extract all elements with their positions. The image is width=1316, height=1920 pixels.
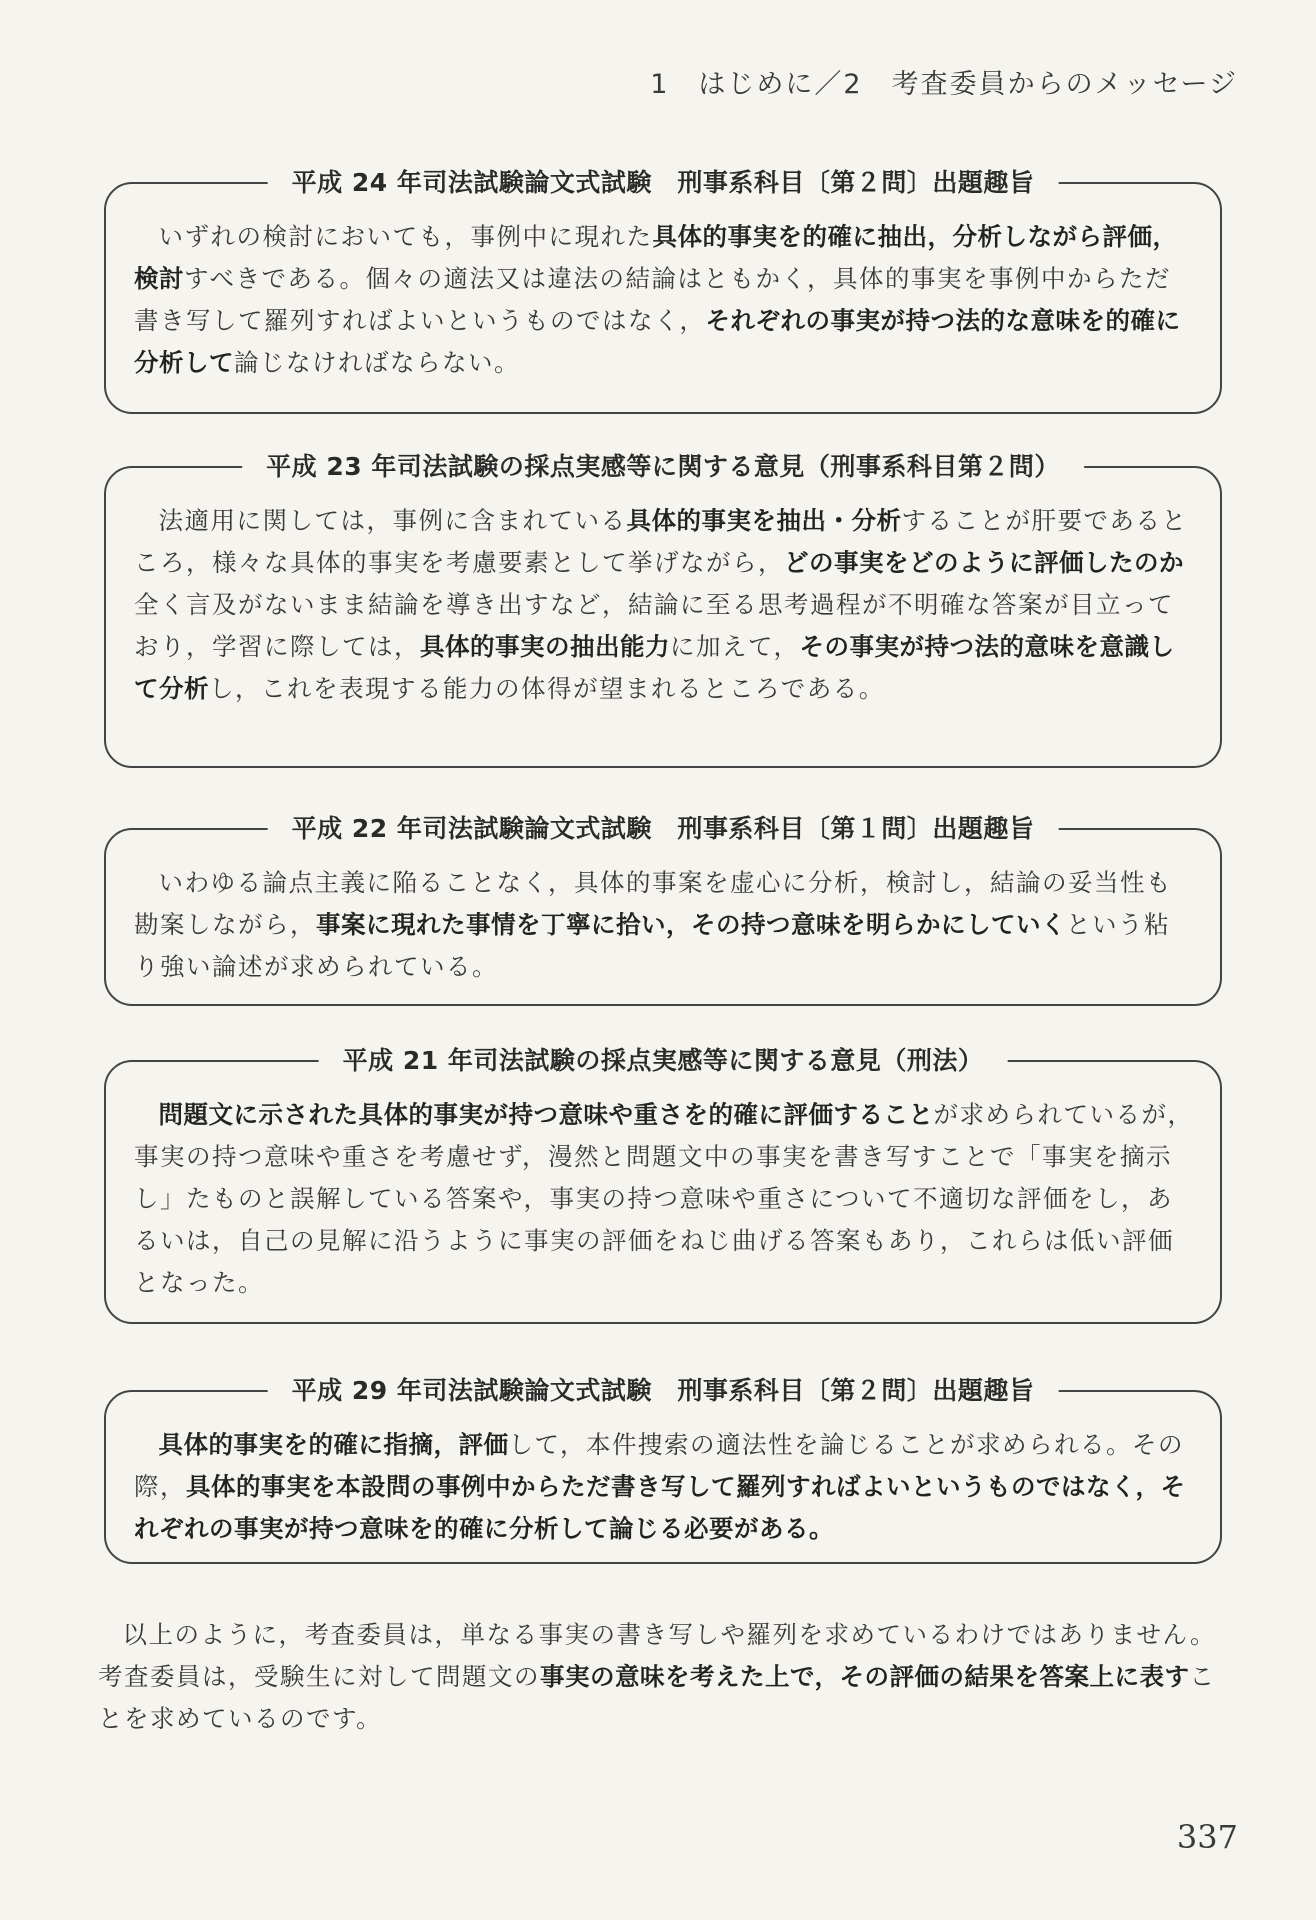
text-segment: 法適用に関しては，事例に含まれている bbox=[158, 506, 627, 535]
quote-box-title: 平成 23 年司法試験の採点実感等に関する意見（刑事系科目第２問） bbox=[242, 447, 1084, 483]
text-segment: すべきである。個々の適法又は違法の結論はともかく，具体的事実を事例中からただ書き写して羅列すればよいというものではなく， bbox=[134, 264, 1172, 335]
emphasis-segment: それぞれの事実が持つ法的な意味を的確に分析して bbox=[134, 306, 1181, 377]
text-segment: に加えて， bbox=[670, 632, 800, 661]
quote-box-h24-criminal-q2 bbox=[104, 168, 1222, 414]
quote-box-h23-grading-opinion bbox=[104, 452, 1222, 768]
text-segment: することが肝要であるところ，様々な具体的事実を考慮要素として挙げながら， bbox=[134, 506, 1188, 577]
quote-box-body bbox=[134, 500, 1194, 710]
text-segment: いわゆる論点主義に陥ることなく，具体的事案を虚心に分析，検討し，結論の妥当性も勘案しながら， bbox=[134, 868, 1173, 939]
emphasis-segment: 具体的事実の抽出能力 bbox=[420, 632, 670, 661]
text-segment: し，これを表現する能力の体得が望まれるところである。 bbox=[209, 674, 885, 703]
text-segment: という粘り強い論述が求められている。 bbox=[134, 910, 1170, 981]
emphasis-segment: 具体的事実を的確に指摘，評価 bbox=[158, 1430, 509, 1459]
emphasis-segment: 事案に現れた事情を丁寧に拾い，その持つ意味を明らかにしていく bbox=[316, 910, 1066, 939]
text-segment: 全く言及がないまま結論を導き出すなど，結論に至る思考過程が不明確な答案が目立っており，学習に際しては， bbox=[134, 590, 1174, 661]
text-segment: して，本件捜索の適法性を論じることが求められる。その際， bbox=[134, 1430, 1185, 1501]
text-segment: ことを求めているのです。 bbox=[98, 1662, 1216, 1733]
quote-box-body bbox=[134, 1424, 1194, 1550]
page-number: 337 bbox=[1176, 1818, 1238, 1856]
conclusion-paragraph bbox=[98, 1614, 1238, 1740]
emphasis-segment: 問題文に示された具体的事実が持つ意味や重さを的確に評価すること bbox=[158, 1100, 934, 1129]
quote-box-title: 平成 21 年司法試験の採点実感等に関する意見（刑法） bbox=[319, 1041, 1008, 1077]
quote-box-body bbox=[134, 862, 1194, 988]
text-segment: 論じなければならない。 bbox=[234, 348, 520, 377]
text-segment: いずれの検討においても，事例中に現れた bbox=[158, 222, 653, 251]
text-segment: 以上のように，考査委員は，単なる事実の書き写しや羅列を求めているわけではありません。考査委員は，受験生に対して問題文の bbox=[98, 1620, 1216, 1691]
quote-box-title: 平成 29 年司法試験論文式試験 刑事系科目〔第２問〕出題趣旨 bbox=[268, 1371, 1059, 1407]
quote-box-title: 平成 24 年司法試験論文式試験 刑事系科目〔第２問〕出題趣旨 bbox=[268, 163, 1059, 199]
quote-box-h21-criminal-law bbox=[104, 1046, 1222, 1324]
running-header: 1 はじめに／2 考査委員からのメッセージ bbox=[650, 69, 1238, 100]
quote-box-body bbox=[134, 1094, 1194, 1304]
emphasis-segment: 具体的事実を本設問の事例中からただ書き写して羅列すればよいというものではなく，それぞれの事実が持つ意味を的確に分析して論じる必要がある。 bbox=[134, 1472, 1186, 1543]
quote-box-h22-criminal-q1 bbox=[104, 814, 1222, 1006]
quote-box-body bbox=[134, 216, 1194, 384]
emphasis-segment: その事実が持つ法的意味を意識して分析 bbox=[134, 632, 1175, 703]
text-segment: が求められているが，事実の持つ意味や重さを考慮せず，漫然と問題文中の事実を書き写すことで「事実を摘示し」たものと誤解している答案や，事実の持つ意味や重さについて不適切な評価をし，あるいは，自己の見解に沿うように事実の評価をねじ曲げる答案もあり，これらは低い評価となった。 bbox=[134, 1100, 1194, 1297]
emphasis-segment: 事実の意味を考えた上で，その評価の結果を答案上に表す bbox=[540, 1662, 1190, 1691]
emphasis-segment: 具体的事実を抽出・分析 bbox=[626, 506, 902, 535]
emphasis-segment: 具体的事実を的確に抽出，分析しながら評価，検討 bbox=[134, 222, 1178, 293]
emphasis-segment: どの事実をどのように評価したのか bbox=[784, 548, 1184, 577]
quote-box-h29-criminal-q2 bbox=[104, 1376, 1222, 1564]
quote-box-title: 平成 22 年司法試験論文式試験 刑事系科目〔第１問〕出題趣旨 bbox=[268, 809, 1059, 845]
